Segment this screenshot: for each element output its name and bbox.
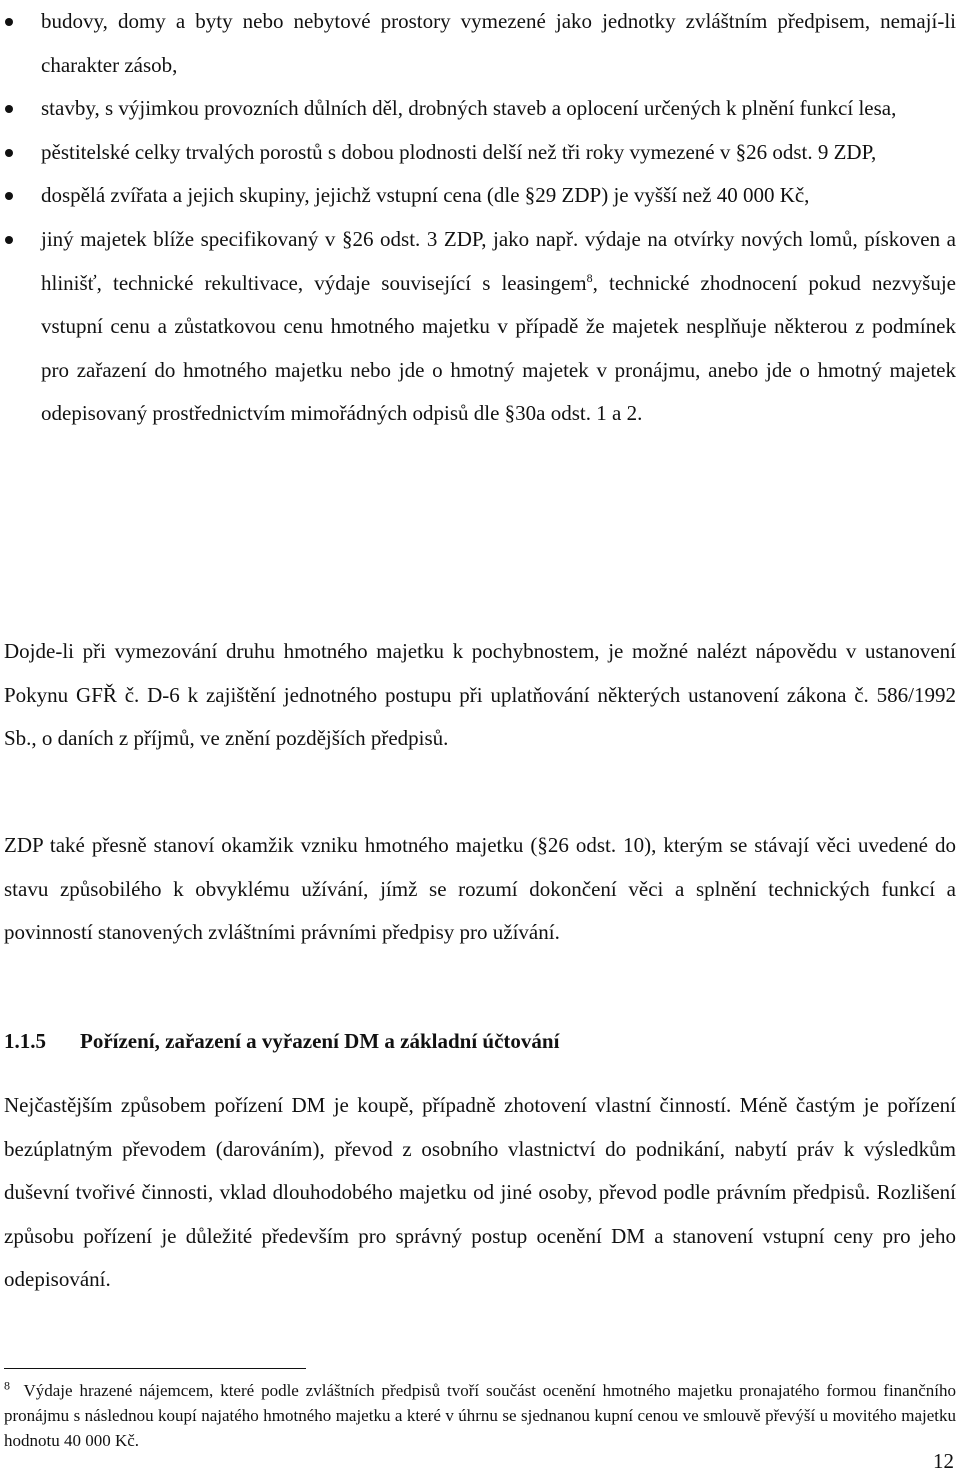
bullet-icon (5, 18, 13, 26)
footnote-mark: 8 (4, 1378, 10, 1393)
page-number: 12 (933, 1449, 954, 1473)
list-item-text: stavby, s výjimkou provozních důlních děl, drobných staveb a oplocení určených k plnění funkcí lesa, (41, 96, 897, 121)
list-item (0, 218, 960, 436)
list-item-text: dospělá zvířata a jejich skupiny, jejichž vstupní cena (dle §29 ZDP) je vyšší než 40 000 Kč, (41, 183, 810, 208)
section-number: 1.1.5 (4, 1029, 46, 1053)
footnote-reference: 8 (586, 270, 593, 285)
paragraph-doubts: Dojde-li při vymezování druhu hmotného majetku k pochybnostem, je možné nalézt nápovědu v ustanovení Pokynu GFŘ č. D-6 k zajištění jednotného postupu při uplatňování některých ustanovení zákona č. 586/1992 Sb., o daních z příjmů, ve znění pozdějších předpisů. (4, 639, 956, 751)
asset-bullet-list (0, 0, 960, 436)
list-item (0, 0, 960, 87)
footnote (4, 1378, 956, 1453)
list-item (0, 87, 960, 131)
bullet-icon (5, 192, 13, 200)
bullet-icon (5, 105, 13, 113)
list-item-text: budovy, domy a byty nebo nebytové prostory vymezené jako jednotky zvláštním předpisem, nemají-li charakter zásob, (41, 9, 956, 77)
list-item-text-after-ref: , technické zhodnocení pokud nezvyšuje vstupní cenu a zůstatkovou cenu hmotného majetku v případě že majetek nesplňuje některou z podmínek pro zařazení do hmotného majetku nebo jde o hmotný majetek v pronájmu, anebo jde o hmotný majetek odepisovaný prostřednictvím mimořádných odpisů dle §30a odst. 1 a 2. (41, 270, 957, 426)
section-heading (4, 1020, 559, 1064)
footnote-divider (4, 1368, 306, 1369)
bullet-icon (5, 149, 13, 157)
bullet-icon (5, 236, 13, 244)
list-item-text-before-ref: jiný majetek blíže specifikovaný v §26 odst. 3 ZDP, jako např. výdaje na otvírky nových lomů, pískoven a hlinišť, technické rekultivace, výdaje související s leasingem (41, 226, 956, 295)
list-item-text: pěstitelské celky trvalých porostů s dobou plodnosti delší než tři roky vymezené v §26 odst. 9 ZDP, (41, 139, 877, 164)
list-item (0, 131, 960, 175)
list-item (0, 174, 960, 218)
paragraph-acquisition: Nejčastějším způsobem pořízení DM je koupě, případně zhotovení vlastní činností. Méně častým je pořízení bezúplatným převodem (darováním), převod z osobního vlastnictví do podnikání, nabytí práv k výsledkům duševní tvořivé činnosti, vklad dlouhodobého majetku od jiné osoby, převod podle právním předpisů. Rozlišení způsobu pořízení je důležité především pro správný postup ocenění DM a stanovení vstupní ceny pro jeho odepisování. (4, 1093, 956, 1292)
footnote-text: Výdaje hrazené nájemcem, které podle zvláštních předpisů tvoří součást ocenění hmotného majetku pronajatého formou finančního pronájmu s následnou koupí najatého hmotného majetku a které v úhrnu se sjednanou kupní cenou ve smlouvě převýší u movitého majetku hodnotu 40 000 Kč. (4, 1381, 956, 1450)
section-title: Pořízení, zařazení a vyřazení DM a základní účtování (80, 1029, 560, 1053)
paragraph-asset-origin: ZDP také přesně stanoví okamžik vzniku hmotného majetku (§26 odst. 10), kterým se stávají věci uvedené do stavu způsobilého k obvyklému užívání, jímž se rozumí dokončení věci a splnění technických funkcí a povinností stanovených zvláštními právními předpisy pro užívání. (4, 833, 956, 945)
